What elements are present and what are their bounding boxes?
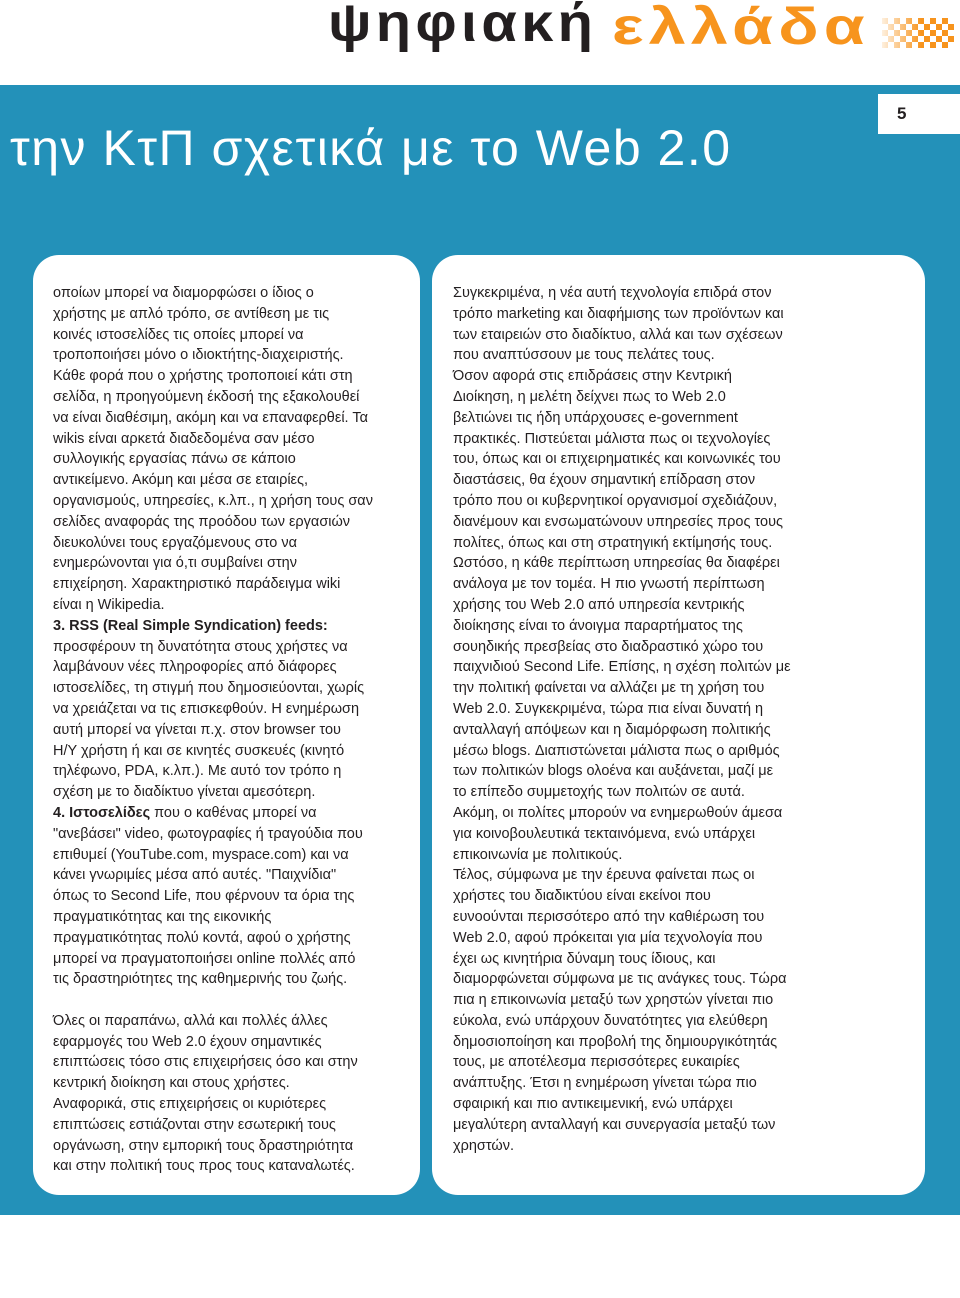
text-line: παιχνιδιού Second Life. Επίσης, η σχέση πολιτών με [453, 659, 791, 676]
text-line: σχέση με το διαδίκτυο γίνεται αμεσότερη. [53, 784, 316, 801]
text-line: ανάλογα με τον τομέα. Η πιο γνωστή περίπτωση [453, 576, 765, 593]
text-line: τρόπο marketing και διαφήμισης των προϊόντων και [453, 305, 784, 322]
text-line: σουηδικής πρεσβείας στο διαδραστικό χώρο του [453, 638, 764, 655]
text-line: και στην πολιτική τους προς τους καταναλωτές. [53, 1158, 355, 1175]
text-line: οποίων μπορεί να διαμορφώσει ο ίδιος ο [53, 285, 314, 301]
text-line: έχει ως κινητήρια δύναμη τους ίδιους, και [453, 950, 716, 967]
logo-word-ellada: ελλάδα [612, 0, 870, 56]
text-line: χρήστες του διαδικτύου είναι εκείνοι που [453, 888, 711, 905]
text-line: Web 2.0. Συγκεκριμένα, τώρα πια είναι δυνατή η [453, 700, 764, 717]
text-line: να είναι διαθέσιμη, ακόμη και να επαναφερθεί. Τα [53, 409, 368, 426]
page-title: την ΚτΠ σχετικά με το Web 2.0 [10, 120, 732, 176]
text-line: "ανεβάσει" video, φωτογραφίες ή τραγούδια που [53, 825, 363, 842]
text-line: Συγκεκριμένα, η νέα αυτή τεχνολογία επιδρά στον [453, 285, 772, 301]
text-line: σελίδα, η προηγούμενη έκδοσή της εξακολουθεί [53, 388, 360, 405]
text-line: χρήστης με απλό τρόπο, σε αντίθεση με τις [53, 305, 330, 322]
text-line: επιχείρηση. Χαρακτηριστικό παράδειγμα wiki [53, 576, 341, 593]
magazine-logo [0, 0, 960, 85]
text-line: εφαρμογές του Web 2.0 έχουν σημαντικές [53, 1033, 322, 1050]
text-line: ευνοούνται περισσότερο από την καθιέρωση του [453, 908, 765, 925]
text-line [53, 616, 420, 637]
text-line: τρόπο που οι κυβερνητικοί οργανισμοί σχεδιάζουν, [453, 492, 778, 509]
text-line: Ακόμη, οι πολίτες μπορούν να ενημερωθούν άμεσα [453, 804, 783, 821]
text-line: χρηστών. [453, 1137, 514, 1154]
text-paragraph [53, 1011, 420, 1177]
text-line: πραγματικότητας και της εικονικής [53, 908, 272, 925]
text-line: μέσω blogs. Διαπιστώνεται μάλιστα πως ο αριθμός [453, 742, 780, 759]
text-line: οργανισμούς, υπηρεσίες, κ.λπ., η χρήση τους σαν [53, 492, 373, 509]
text-line: Διοίκηση, η μελέτη δείχνει πως το Web 2.0 [453, 388, 726, 405]
text-line: Κάθε φορά που ο χρήστης τροποποιεί κάτι στη [53, 368, 353, 385]
text-line: λαμβάνουν νέες πληροφορίες από διάφορες [53, 659, 337, 676]
text-line: πια η επικοινωνία μεταξύ των χρηστών γίνεται πιο [453, 992, 774, 1009]
text-line [53, 803, 420, 824]
text-line: σελίδες αναφοράς της προόδου των εργασιών [53, 513, 351, 530]
text-line: πολίτες, όπως και στη στρατηγική εκτίμησής τους. [453, 534, 773, 551]
text-line: των πολιτικών blogs ολοένα και αυξάνεται, μαζί με [453, 763, 774, 780]
text-line: που αναπτύσσουν με τους πελάτες τους. [453, 347, 715, 364]
column-left [33, 255, 420, 1195]
text-line: ιστοσελίδες, τη στιγμή που δημοσιεύονται, χωρίς [53, 680, 365, 697]
text-line: το επίπεδο συμμετοχής των πολιτών σε αυτά. [453, 784, 745, 801]
text-line: επιθυμεί (YouTube.com, myspace.com) και να [53, 846, 349, 863]
text-line: πραγματικότητας πολύ κοντά, αφού ο χρήστης [53, 929, 351, 946]
text-run: που ο καθένας μπορεί να [150, 804, 317, 821]
text-line: την πολιτική φαίνεται να αλλάζει με τη χρήση του [453, 680, 765, 697]
text-line: διευκολύνει τους εργαζόμενους στο να [53, 534, 297, 551]
text-line: κάνει γνωριμίες μέσα από αυτές. "Παιχνίδια" [53, 867, 337, 884]
text-line: διοίκησης είναι το άνοιγμα παραρτήματος της [453, 617, 743, 634]
text-line: συλλογικής εργασίας πάνω σε κάποιο [53, 451, 296, 468]
text-line: σφαιρική και πιο αντικειμενική, ενώ υπάρχει [453, 1096, 733, 1113]
text-line: τροποποιήσει μόνο ο ιδιοκτήτης-διαχειριστής. [53, 347, 344, 364]
text-line: δημοσιοποίηση και προβολή της δημιουργικότητάς [453, 1033, 778, 1050]
text-line: ανάπτυξης. Έτσι η ενημέρωση γίνεται τώρα πιο [453, 1075, 757, 1092]
text-line: Η/Υ χρήστη ή και σε κινητές συσκευές (κινητό [53, 742, 345, 759]
text-line: Αναφορικά, στις επιχειρήσεις οι κυριότερες [53, 1096, 327, 1113]
text-line: Όσον αφορά στις επιδράσεις στην Κεντρική [453, 368, 732, 385]
text-line: κοινές ιστοσελίδες τις οποίες μπορεί να [53, 326, 304, 343]
bold-text-run: 3. RSS (Real Simple Syndication) feeds: [53, 617, 328, 634]
text-line: Web 2.0, αφού πρόκειται για μία τεχνολογία που [453, 929, 763, 946]
text-line: πρακτικές. Πιστεύεται μάλιστα πως οι τεχνολογίες [453, 430, 771, 447]
text-line: είναι η Wikipedia. [53, 596, 165, 613]
text-line: διανέμουν και ενσωματώνουν υπηρεσίες προς τους [453, 513, 784, 530]
text-line: τις δραστηριότητες της καθημερινής του ζωής. [53, 971, 348, 988]
logo-word-psifiaki: ψηφιακή [328, 0, 598, 53]
text-line: αντικείμενο. Ακόμη και μέσα σε εταιρίες, [53, 472, 309, 489]
text-line: εύκολα, ενώ υπάρχουν δυνατότητες για ελεύθερη [453, 1012, 768, 1029]
text-line: τους, με αποτέλεσμα περισσότερες ευκαιρίες [453, 1054, 740, 1071]
column-right [432, 255, 925, 1195]
text-line: βελτιώνει τις ήδη υπάρχουσες e-government [453, 409, 738, 426]
text-line: του, όπως και οι επιχειρηματικές και κοινωνικές του [453, 451, 781, 468]
text-line: Όλες οι παραπάνω, αλλά και πολλές άλλες [53, 1012, 328, 1029]
text-line: ανταλλαγή απόψεων και η διαμόρφωση πολιτικής [453, 721, 771, 738]
text-line: wikis είναι αρκετά διαδεδομένα σαν μέσο [53, 430, 315, 447]
text-line: των εταιρειών στο διαδίκτυο, αλλά και των σχέσεων [453, 326, 783, 343]
text-line: οργάνωση, στην εμπορική τους δραστηριότητα [53, 1137, 354, 1154]
text-line: για κοινοβουλευτικά τεκταινόμενα, ενώ υπάρχει [453, 825, 756, 842]
text-line: όπως το Second Life, που φέρνουν τα όρια της [53, 888, 355, 905]
text-line: προσφέρουν τη δυνατότητα στους χρήστες να [53, 638, 348, 655]
text-line: διαστάσεις, θα έχουν σημαντική επίδραση στον [453, 472, 756, 489]
text-line: Ωστόσο, η κάθε περίπτωση υπηρεσίας θα διαφέρει [453, 555, 780, 572]
text-line: επιπτώσεις τόσο στις επιχειρήσεις όσο και στην [53, 1054, 358, 1071]
page-number-box [878, 94, 960, 134]
page-number: 5 [897, 104, 907, 123]
bold-text-run: 4. Ιστοσελίδες [53, 804, 151, 821]
text-line: αυτή μπορεί να γίνεται π.χ. στον browser του [53, 721, 341, 738]
text-line: χρήσης του Web 2.0 από υπηρεσία κεντρικής [453, 596, 745, 613]
text-paragraph [453, 283, 925, 1156]
text-line: Τέλος, σύμφωνα με την έρευνα φαίνεται πως οι [453, 867, 755, 884]
text-line: μεγαλύτερη ανταλλαγή και συνεργασία μεταξύ των [453, 1116, 776, 1133]
text-line: επικοινωνία με πολιτικούς. [453, 846, 623, 863]
text-line: ενημερώνονται για ό,τι συμβαίνει στην [53, 555, 297, 572]
text-line: μπορεί να πραγματοποιήσει online πολλές από [53, 950, 356, 967]
logo-checker-pattern-icon [882, 18, 954, 48]
text-line: τηλέφωνο, PDA, κ.λπ.). Με αυτό τον τρόπο η [53, 763, 342, 780]
text-line: διαμορφώνεται σύμφωνα με τις ανάγκες τους. Τώρα [453, 971, 787, 988]
text-line: επιπτώσεις εστιάζονται στην εσωτερική τους [53, 1116, 336, 1133]
text-line: να χρειάζεται να τις επισκεφθούν. Η ενημέρωση [53, 700, 360, 717]
text-line: κεντρική διοίκηση και στους χρήστες. [53, 1075, 290, 1092]
text-paragraph [53, 283, 420, 990]
